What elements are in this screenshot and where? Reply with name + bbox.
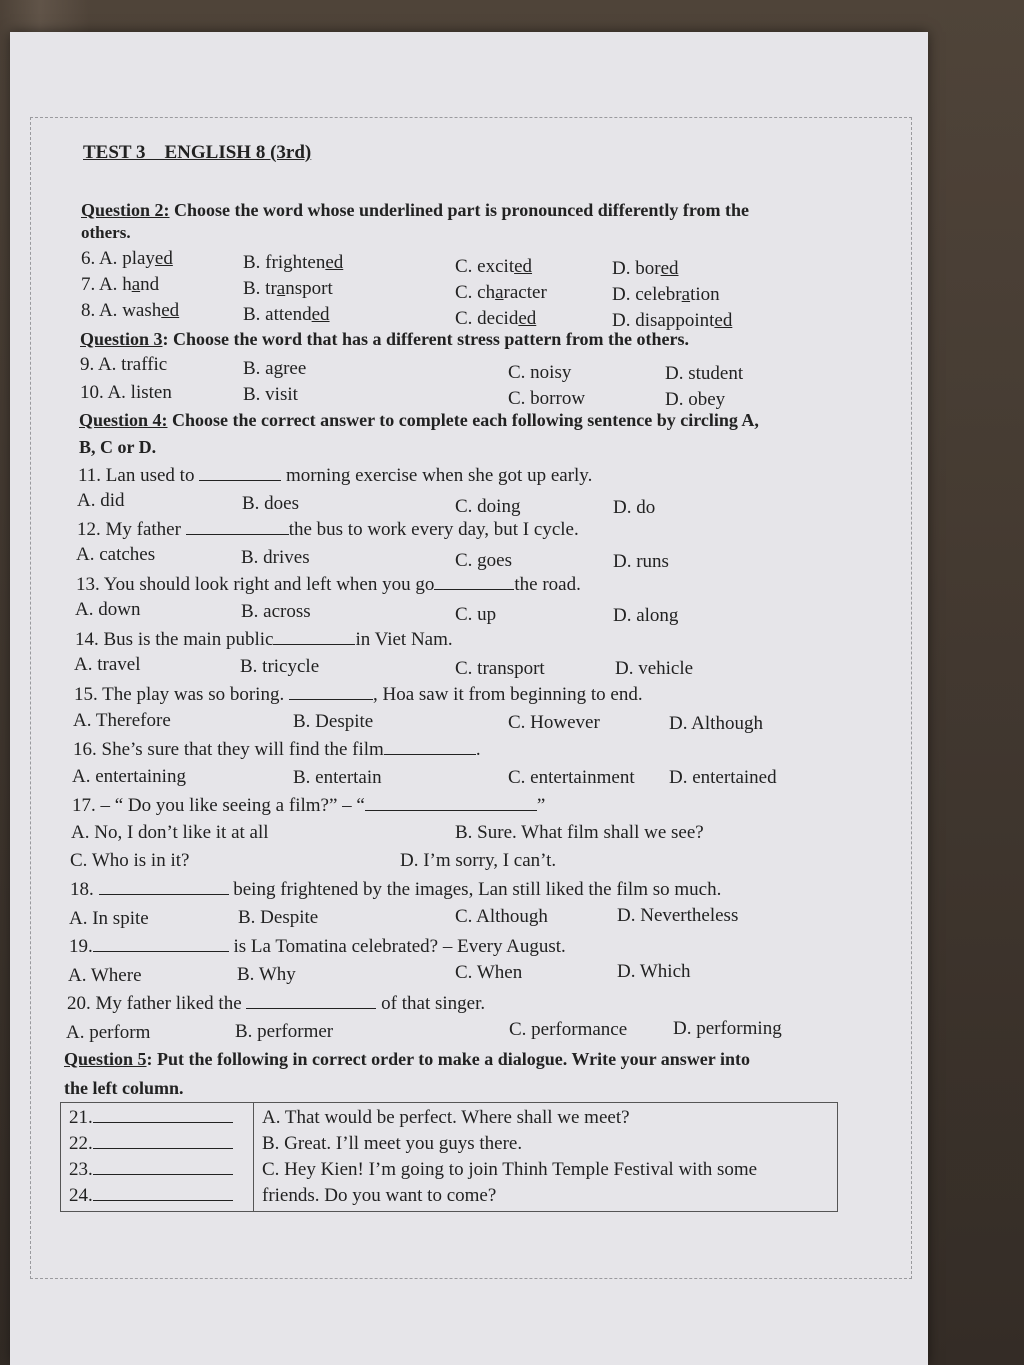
question-4-text: Choose the correct answer to complete each following sentence by circling A, [167,410,759,430]
question-3-text: : Choose the word that has a different stress pattern from the others. [162,329,689,349]
q4-item-20-stem: 20. My father liked the of that singer. [67,993,486,1014]
question-3-heading [80,329,689,350]
q3-item-10-a: 10. A. listen [80,382,172,403]
q4-item-16-b: B. entertain [293,767,382,788]
q2-item-7-b: B. transport [243,278,333,299]
q4-item-17-d: D. I’m sorry, I can’t. [400,850,557,871]
q4-item-11-d: D. do [613,497,656,518]
q3-item-9-c: C. noisy [508,362,572,383]
q2-item-6-a: 6. A. played [81,248,173,269]
q3-item-9-a: 9. A. traffic [80,354,168,375]
q3-item-10-d: D. obey [665,389,726,410]
question-5-label: Question 5 [64,1049,147,1069]
q4-item-13-c: C. up [455,604,497,625]
q4-item-12-d: D. runs [613,551,669,572]
q4-item-14-b: B. tricycle [240,656,320,677]
q4-item-16-stem: 16. She’s sure that they will find the film . [73,739,481,760]
dialogue-line-a: A. That would be perfect. Where shall we meet? [262,1107,630,1128]
question-5-text-cont: the left column. [64,1078,184,1098]
q4-item-15-a: A. Therefore [73,710,171,731]
q4-item-20-d: D. performing [673,1018,782,1039]
dialogue-column [254,1103,838,1212]
q4-item-17-a: A. No, I don’t like it at all [71,822,269,843]
q4-item-19-d: D. Which [617,961,691,982]
q4-item-12-b: B. drives [241,547,310,568]
q4-item-19-a: A. Where [68,965,142,986]
question-2-label: Question 2: [81,200,170,220]
q4-item-18-stem: 18. being frightened by the images, Lan still liked the film so much. [70,879,722,900]
q2-item-8-d: D. disappointed [612,310,733,331]
q4-item-12-c: C. goes [455,550,512,571]
question-4-label: Question 4: [79,410,168,430]
q4-item-16-c: C. entertainment [508,767,635,788]
question-3-label: Question 3 [80,329,163,349]
q4-item-18-b: B. Despite [238,907,319,928]
answer-24[interactable]: 24. [69,1183,245,1209]
q4-item-17-c: C. Who is in it? [70,850,190,871]
q4-item-12-stem: 12. My father the bus to work every day, but I cycle. [77,519,579,540]
question-4-heading [79,410,759,431]
q3-item-10-c: C. borrow [508,388,586,409]
q3-item-9-d: D. student [665,363,744,384]
q4-item-14-d: D. vehicle [615,658,694,679]
q4-item-12-a: A. catches [76,544,156,565]
dialogue-line-c: C. Hey Kien! I’m going to join Thinh Temple Festival with some [262,1159,758,1180]
q2-item-6-c: C. excited [455,256,533,277]
test-title [83,142,311,164]
dialogue-table [60,1102,838,1212]
q4-item-20-c: C. performance [509,1019,628,1040]
q4-item-13-a: A. down [75,599,141,620]
test-number: TEST 3 [83,142,146,163]
q4-item-18-c: C. Although [455,906,548,927]
q2-item-7-c: C. character [455,282,547,303]
question-5-text: : Put the following in correct order to make a dialogue. Write your answer into [146,1049,750,1069]
q4-item-16-a: A. entertaining [72,766,186,787]
q4-item-15-d: D. Although [669,713,763,734]
q4-item-19-b: B. Why [237,964,296,985]
exam-paper [10,32,928,1365]
q3-item-10-b: B. visit [243,384,298,405]
q4-item-15-stem: 15. The play was so boring. , Hoa saw it from beginning to end. [74,684,643,705]
q4-item-19-stem: 19. is La Tomatina celebrated? – Every August. [69,936,566,957]
q2-item-6-b: B. frightened [243,252,344,273]
question-4-text-cont: B, C or D. [79,437,157,457]
answer-column [61,1103,254,1212]
q2-item-7-d: D. celebration [612,284,720,305]
q4-item-11-c: C. doing [455,496,521,517]
answer-21[interactable]: 21. [69,1105,245,1131]
q2-item-7-a: 7. A. hand [81,274,160,295]
question-2-text: Choose the word whose underlined part is pronounced differently from the [169,200,750,220]
q3-item-9-b: B. agree [243,358,307,379]
answer-23[interactable]: 23. [69,1157,245,1183]
q4-item-18-a: A. In spite [69,908,149,929]
q4-item-18-d: D. Nevertheless [617,905,739,926]
q4-item-19-c: C. When [455,962,523,983]
dialogue-line-c-cont: friends. Do you want to come? [262,1185,497,1206]
q4-item-11-b: B. does [242,493,299,514]
q2-item-8-b: B. attended [243,304,330,325]
q4-item-13-b: B. across [241,601,311,622]
q4-item-15-b: B. Despite [293,711,374,732]
q4-item-11-a: A. did [77,490,125,511]
q4-item-17-b: B. Sure. What film shall we see? [455,822,704,843]
question-5-heading [64,1049,750,1070]
question-2-heading [81,200,749,221]
q2-item-6-d: D. bored [612,258,679,279]
q2-item-8-a: 8. A. washed [81,300,180,321]
q4-item-16-d: D. entertained [669,767,777,788]
q4-item-17-stem: 17. – “ Do you like seeing a film?” – “ ” [72,795,546,816]
q4-item-20-a: A. perform [66,1022,151,1043]
q2-item-8-c: C. decided [455,308,537,329]
subject-label: ENGLISH 8 (3rd) [164,142,312,163]
q4-item-14-a: A. travel [74,654,141,675]
exam-content [10,32,928,1365]
question-2-text-cont: others. [81,223,131,242]
q4-item-15-c: C. However [508,712,600,733]
q4-item-13-d: D. along [613,605,679,626]
q4-item-11-stem: 11. Lan used to morning exercise when she got up early. [78,465,593,486]
answer-22[interactable]: 22. [69,1131,245,1157]
q4-item-20-b: B. performer [235,1021,334,1042]
q4-item-13-stem: 13. You should look right and left when you go the road. [76,574,581,595]
q4-item-14-stem: 14. Bus is the main public in Viet Nam. [75,629,453,650]
dialogue-line-b: B. Great. I’ll meet you guys there. [262,1133,523,1154]
q4-item-14-c: C. transport [455,658,545,679]
